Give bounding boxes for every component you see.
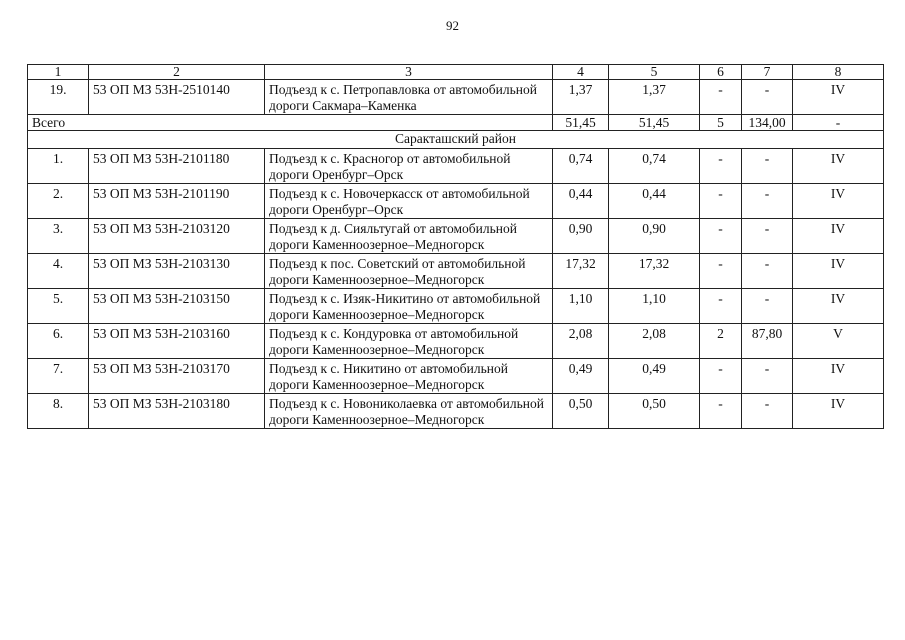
length-total: 0,50	[553, 394, 609, 429]
road-code: 53 ОП МЗ 53Н-2103130	[89, 254, 265, 289]
length-total: 0,49	[553, 359, 609, 394]
road-code: 53 ОП МЗ 53Н-2103180	[89, 394, 265, 429]
road-name: Подъезд к с. Новочеркасск от автомобильной дороги Оренбург–Орск	[265, 184, 553, 219]
row-number: 2.	[28, 184, 89, 219]
row-number: 5.	[28, 289, 89, 324]
row-number: 4.	[28, 254, 89, 289]
length-hard-surface: 2,08	[609, 324, 700, 359]
bridge-length: 87,80	[742, 324, 793, 359]
road-code: 53 ОП МЗ 53Н-2103150	[89, 289, 265, 324]
row-number: 8.	[28, 394, 89, 429]
road-code: 53 ОП МЗ 53Н-2103170	[89, 359, 265, 394]
column-number-3: 3	[265, 65, 553, 80]
row-number: 19.	[28, 80, 89, 115]
length-total: 0,90	[553, 219, 609, 254]
total-length: 51,45	[553, 115, 609, 131]
road-category: IV	[793, 289, 884, 324]
length-hard-surface: 0,44	[609, 184, 700, 219]
road-category: IV	[793, 80, 884, 115]
district-row	[28, 131, 884, 149]
road-code: 53 ОП МЗ 53Н-2510140	[89, 80, 265, 115]
column-number-4: 4	[553, 65, 609, 80]
bridge-count: -	[700, 184, 742, 219]
bridge-length: -	[742, 184, 793, 219]
length-hard-surface: 1,10	[609, 289, 700, 324]
bridge-length: -	[742, 359, 793, 394]
bridge-count: -	[700, 254, 742, 289]
bridge-length: -	[742, 80, 793, 115]
table-row	[28, 184, 884, 219]
bridge-count: -	[700, 219, 742, 254]
column-number-5: 5	[609, 65, 700, 80]
column-number-1: 1	[28, 65, 89, 80]
length-total: 2,08	[553, 324, 609, 359]
road-category: IV	[793, 359, 884, 394]
total-category: -	[793, 115, 884, 131]
row-number: 1.	[28, 149, 89, 184]
length-hard-surface: 0,49	[609, 359, 700, 394]
total-length-hard-surface: 51,45	[609, 115, 700, 131]
road-name: Подъезд к с. Кондуровка от автомобильной дороги Каменноозерное–Медногорск	[265, 324, 553, 359]
road-category: IV	[793, 254, 884, 289]
road-category: IV	[793, 219, 884, 254]
table-row	[28, 254, 884, 289]
page-number: 92	[446, 18, 459, 33]
total-bridge-length: 134,00	[742, 115, 793, 131]
table-row	[28, 219, 884, 254]
road-name: Подъезд к с. Новониколаевка от автомобильной дороги Каменноозерное–Медногорск	[265, 394, 553, 429]
table-row	[28, 80, 884, 115]
table-row	[28, 289, 884, 324]
length-total: 17,32	[553, 254, 609, 289]
table-row	[28, 394, 884, 429]
length-hard-surface: 17,32	[609, 254, 700, 289]
road-name: Подъезд к д. Сияльтугай от автомобильной дороги Каменноозерное–Медногорск	[265, 219, 553, 254]
road-category: V	[793, 324, 884, 359]
bridge-count: -	[700, 149, 742, 184]
road-name: Подъезд к с. Петропавловка от автомобильной дороги Сакмара–Каменка	[265, 80, 553, 115]
district-rows	[28, 149, 884, 429]
total-row	[28, 115, 884, 131]
road-code: 53 ОП МЗ 53Н-2101190	[89, 184, 265, 219]
column-number-6: 6	[700, 65, 742, 80]
length-hard-surface: 1,37	[609, 80, 700, 115]
bridge-length: -	[742, 149, 793, 184]
length-hard-surface: 0,90	[609, 219, 700, 254]
length-total: 1,37	[553, 80, 609, 115]
bridge-count: -	[700, 289, 742, 324]
roads-table	[27, 64, 884, 429]
length-total: 0,44	[553, 184, 609, 219]
length-hard-surface: 0,74	[609, 149, 700, 184]
length-total: 1,10	[553, 289, 609, 324]
column-number-7: 7	[742, 65, 793, 80]
row-number: 6.	[28, 324, 89, 359]
total-label: Всего	[28, 115, 553, 131]
road-name: Подъезд к с. Изяк-Никитино от автомобильной дороги Каменноозерное–Медногорск	[265, 289, 553, 324]
row-number: 7.	[28, 359, 89, 394]
table-row	[28, 359, 884, 394]
total-bridge-count: 5	[700, 115, 742, 131]
road-category: IV	[793, 149, 884, 184]
length-hard-surface: 0,50	[609, 394, 700, 429]
road-code: 53 ОП МЗ 53Н-2101180	[89, 149, 265, 184]
bridge-count: -	[700, 359, 742, 394]
bridge-length: -	[742, 394, 793, 429]
bridge-count: 2	[700, 324, 742, 359]
column-number-2: 2	[89, 65, 265, 80]
bridge-length: -	[742, 254, 793, 289]
column-number-8: 8	[793, 65, 884, 80]
road-name: Подъезд к с. Красногор от автомобильной дороги Оренбург–Орск	[265, 149, 553, 184]
row-number: 3.	[28, 219, 89, 254]
bridge-length: -	[742, 289, 793, 324]
bridge-length: -	[742, 219, 793, 254]
road-name: Подъезд к пос. Советский от автомобильной дороги Каменноозерное–Медногорск	[265, 254, 553, 289]
road-code: 53 ОП МЗ 53Н-2103160	[89, 324, 265, 359]
table-header	[28, 65, 884, 80]
bridge-count: -	[700, 394, 742, 429]
road-category: IV	[793, 394, 884, 429]
length-total: 0,74	[553, 149, 609, 184]
road-category: IV	[793, 184, 884, 219]
road-name: Подъезд к с. Никитино от автомобильной дороги Каменноозерное–Медногорск	[265, 359, 553, 394]
bridge-count: -	[700, 80, 742, 115]
district-name: Саракташский район	[28, 131, 884, 149]
table-row	[28, 324, 884, 359]
road-code: 53 ОП МЗ 53Н-2103120	[89, 219, 265, 254]
table-row	[28, 149, 884, 184]
